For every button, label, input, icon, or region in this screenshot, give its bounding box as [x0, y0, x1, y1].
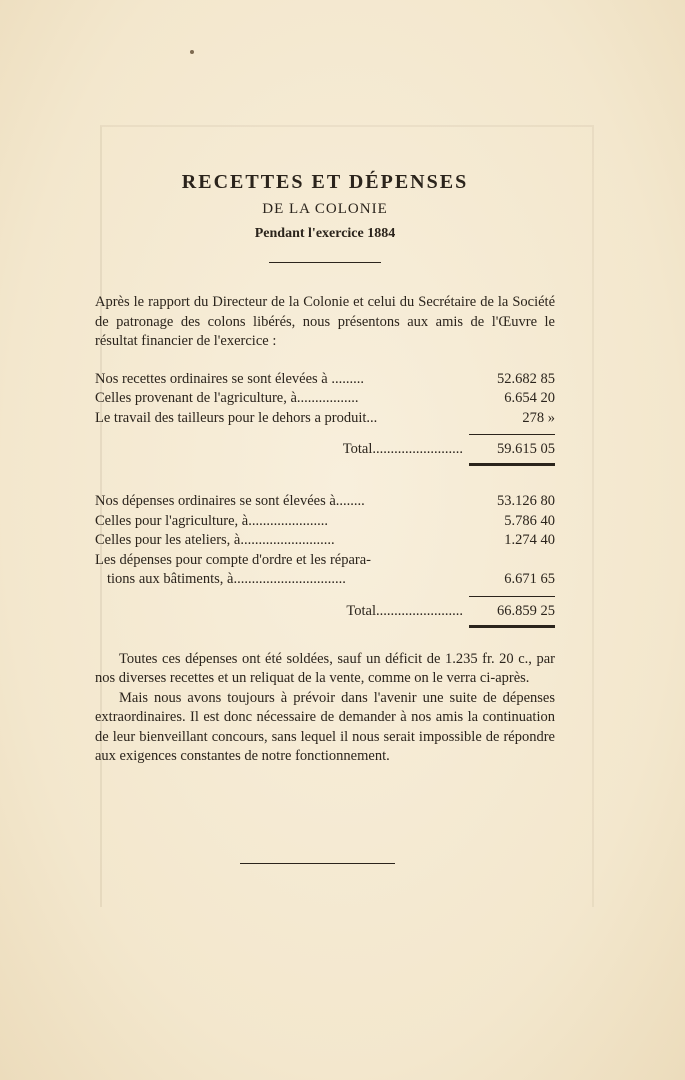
ledger-row	[95, 551, 555, 571]
receipts-total-amount: 59.615 05	[469, 434, 555, 466]
row-amount: 6.671 65	[504, 571, 555, 587]
receipts-ledger	[95, 370, 555, 467]
page-subtitle: DE LA COLONIE	[262, 201, 388, 217]
row-amount: 52.682 85	[497, 370, 555, 387]
row-amount: 5.786 40	[504, 512, 555, 529]
row-amount: 53.126 80	[497, 493, 555, 509]
expenses-ledger	[95, 492, 555, 628]
row-amount: 1.274 40	[504, 532, 555, 548]
title-rule	[269, 262, 381, 263]
row-label: Nos dépenses ordinaires se sont élevées à........	[95, 493, 365, 509]
ledger-row	[95, 570, 555, 590]
ledger-row	[95, 389, 555, 409]
row-label: Nos recettes ordinaires se sont élevées à .........	[95, 370, 364, 387]
total-label: Total.........................	[342, 441, 463, 457]
expenses-total-row	[95, 596, 555, 628]
row-label: tions aux bâtiments, à...............................	[107, 571, 346, 587]
total-line	[343, 434, 555, 466]
section-gap	[95, 466, 555, 492]
page-title: RECETTES ET DÉPENSES	[181, 171, 469, 193]
row-label: Le travail des tailleurs pour le dehors a produit...	[95, 409, 378, 426]
closing-paragraph: Toutes ces dépenses ont été soldées, sauf un déficit de 1.235 fr. 20 c., par nos diverses recettes et un reliquat de la vente, comme on le verra ci-après.	[95, 650, 555, 686]
ledger-row	[95, 370, 555, 390]
ink-spot	[190, 50, 194, 54]
receipts-total-row	[95, 434, 555, 466]
row-label: Celles pour l'agriculture, à......................	[95, 512, 328, 529]
document-body	[95, 168, 555, 767]
total-line	[346, 596, 555, 628]
row-amount: 278 »	[522, 409, 555, 426]
row-label: Les dépenses pour compte d'ordre et les répara-	[95, 551, 371, 568]
ledger-row	[95, 512, 555, 532]
intro-paragraph: Après le rapport du Directeur de la Colonie et celui du Secrétaire de la Société de patronage des colons libérés, nous présentons aux amis de l'Œuvre le résultat financier de l'exercice :	[95, 294, 555, 349]
row-label: Celles provenant de l'agriculture, à.................	[95, 390, 359, 406]
expenses-total-amount: 66.859 25	[469, 596, 555, 628]
total-label: Total........................	[346, 602, 463, 619]
exercise-period: Pendant l'exercice 1884	[254, 226, 396, 241]
row-label: Celles pour les ateliers, à..........................	[95, 532, 335, 548]
ledger-row	[95, 531, 555, 551]
end-rule	[240, 863, 395, 864]
ledger-row	[95, 492, 555, 512]
row-amount: 6.654 20	[504, 390, 555, 406]
closing-paragraph: Mais nous avons toujours à prévoir dans l'avenir une suite de dépenses extraordinaires. Il est donc nécessaire de demander à nos amis la continuation de leur bienveillant concours, sans lequel il nous serait impossible de répondre aux exigences constantes de notre fonctionnement.	[95, 689, 555, 764]
ledger-row	[95, 409, 555, 429]
